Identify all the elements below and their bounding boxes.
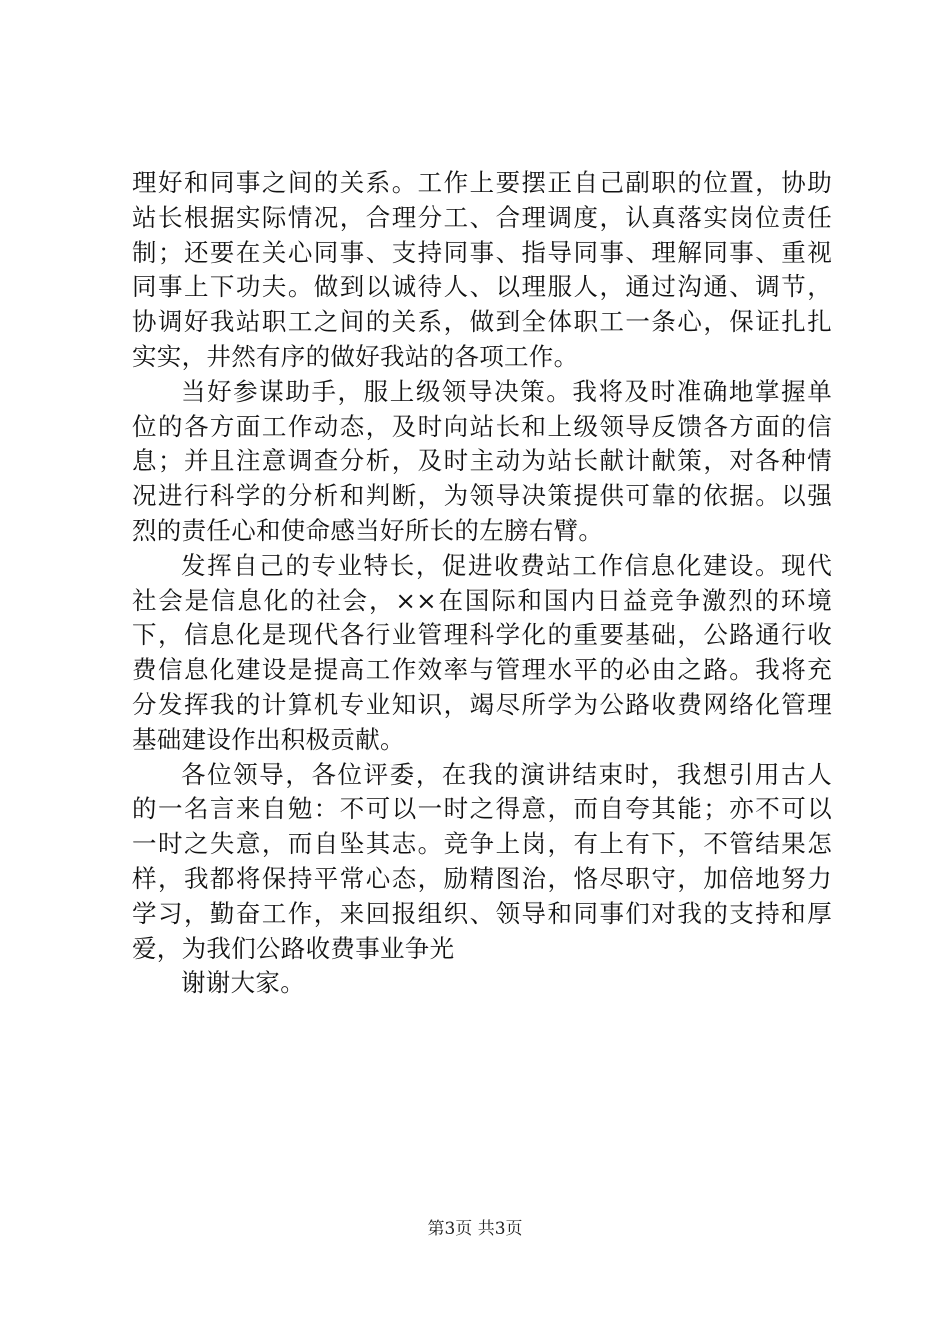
text-line: 基础建设作出积极贡献。 bbox=[132, 724, 405, 754]
text-line: 实实，井然有序的做好我站的各项工作。 bbox=[132, 341, 579, 371]
page-footer: 第3页 共3页 bbox=[427, 1219, 523, 1239]
text-line: 烈的责任心和使命感当好所长的左膀右臂。 bbox=[132, 515, 604, 545]
text-line: 一时之失意，而自坠其志。竞争上岗，有上有下，不管结果怎 bbox=[132, 829, 832, 859]
text-line: 站长根据实际情况，合理分工、合理调度，认真落实岗位责任 bbox=[132, 202, 832, 232]
text-line: 同事上下功夫。做到以诚待人、以理服人，通过沟通、调节， bbox=[132, 272, 832, 302]
text-line: 社会是信息化的社会，××在国际和国内日益竞争激烈的环境 bbox=[132, 585, 832, 615]
text-line: 样，我都将保持平常心态，励精图治，恪尽职守，加倍地努力 bbox=[132, 863, 832, 893]
text-line: 爱，为我们公路收费事业争光 bbox=[132, 933, 455, 963]
text-line: 学习，勤奋工作，来回报组织、领导和同事们对我的支持和厚 bbox=[132, 898, 832, 928]
text-line: 各位领导，各位评委，在我的演讲结束时，我想引用古人 bbox=[181, 759, 832, 789]
text-line: 发挥自己的专业特长，促进收费站工作信息化建设。现代 bbox=[181, 550, 832, 580]
text-line: 位的各方面工作动态，及时向站长和上级领导反馈各方面的信 bbox=[132, 411, 832, 441]
text-line: 况进行科学的分析和判断，为领导决策提供可靠的依据。以强 bbox=[132, 481, 832, 511]
text-line: 制；还要在关心同事、支持同事、指导同事、理解同事、重视 bbox=[132, 237, 832, 267]
text-line: 下，信息化是现代各行业管理科学化的重要基础，公路通行收 bbox=[132, 620, 832, 650]
text-line: 息；并且注意调查分析，及时主动为站长献计献策，对各种情 bbox=[132, 446, 832, 476]
text-line: 理好和同事之间的关系。工作上要摆正自己副职的位置，协助 bbox=[132, 168, 832, 197]
text-line: 费信息化建设是提高工作效率与管理水平的必由之路。我将充 bbox=[132, 655, 832, 685]
document-body bbox=[132, 166, 832, 1001]
text-line: 的一名言来自勉：不可以一时之得意，而自夸其能；亦不可以 bbox=[132, 794, 832, 824]
text-line: 分发挥我的计算机专业知识，竭尽所学为公路收费网络化管理 bbox=[132, 689, 832, 719]
text-line: 协调好我站职工之间的关系，做到全体职工一条心，保证扎扎 bbox=[132, 307, 832, 337]
text-line: 谢谢大家。 bbox=[181, 968, 305, 998]
text-line: 当好参谋助手，服上级领导决策。我将及时准确地掌握单 bbox=[181, 376, 832, 406]
